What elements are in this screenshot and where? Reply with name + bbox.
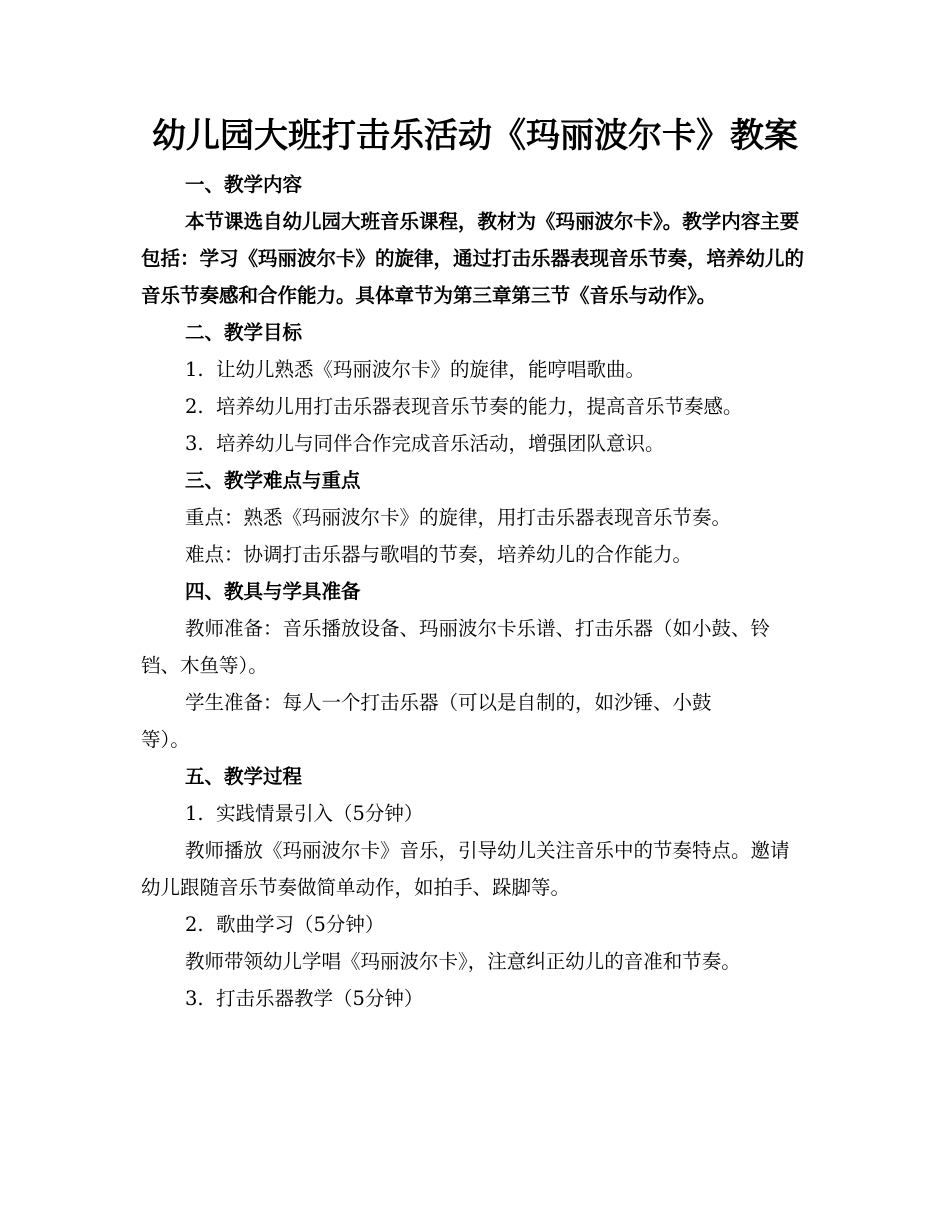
goal-item (141, 388, 806, 425)
step-title: 打击乐器教学（5分钟） (216, 987, 424, 1010)
goal-number: 1. (185, 358, 204, 381)
process-step (141, 906, 806, 943)
step-description: 教师播放《玛丽波尔卡》音乐，引导幼儿关注音乐中的节奏特点。邀请幼儿跟随音乐节奏做简单动作，如拍手、跺脚等。 (141, 839, 790, 899)
step-number: 1. (185, 802, 204, 825)
goal-item (141, 351, 806, 388)
teacher-materials-text: 教师准备：音乐播放设备、玛丽波尔卡乐谱、打击乐器（如小鼓、铃铛、木鱼等）。 (141, 617, 771, 677)
step-title: 实践情景引入（5分钟） (216, 802, 424, 825)
section-heading-key-points: 三、教学难点与重点 (185, 469, 361, 492)
step-description: 教师带领幼儿学唱《玛丽波尔卡》，注意纠正幼儿的音准和节奏。 (185, 950, 741, 973)
difficult-point-text: 难点：协调打击乐器与歌唱的节奏，培养幼儿的合作能力。 (185, 543, 693, 566)
goal-number: 2. (185, 395, 204, 418)
section-heading-process: 五、教学过程 (185, 765, 303, 788)
goal-text: 让幼儿熟悉《玛丽波尔卡》的旋律，能哼唱歌曲。 (216, 358, 646, 381)
content-paragraph: 本节课选自幼儿园大班音乐课程，教材为《玛丽波尔卡》。教学内容主要包括：学习《玛丽波尔卡》的旋律，通过打击乐器表现音乐节奏，培养幼儿的音乐节奏感和合作能力。具体章节为第三章第三节《音乐与动作》。 (141, 210, 805, 307)
document-title: 幼儿园大班打击乐活动《玛丽波尔卡》教案 (152, 116, 798, 156)
goal-number: 3. (185, 432, 204, 455)
goal-text: 培养幼儿用打击乐器表现音乐节奏的能力，提高音乐节奏感。 (216, 395, 743, 418)
step-title: 歌曲学习（5分钟） (216, 913, 385, 936)
student-materials-line: 学生准备：每人一个打击乐器（可以是自制的，如沙锤、小鼓 (185, 691, 712, 714)
process-step (141, 795, 806, 832)
goal-item (141, 425, 806, 462)
document-body (141, 166, 806, 1017)
goal-text: 培养幼儿与同伴合作完成音乐活动，增强团队意识。 (216, 432, 665, 455)
section-heading-goals: 二、教学目标 (185, 321, 303, 344)
section-heading-content: 一、教学内容 (185, 173, 303, 196)
key-point-text: 重点：熟悉《玛丽波尔卡》的旋律，用打击乐器表现音乐节奏。 (185, 506, 732, 529)
step-number: 2. (185, 913, 204, 936)
student-materials-line-continued: 等）。 (141, 728, 190, 751)
step-number: 3. (185, 987, 204, 1010)
section-heading-materials: 四、教具与学具准备 (185, 580, 361, 603)
process-step (141, 980, 806, 1017)
